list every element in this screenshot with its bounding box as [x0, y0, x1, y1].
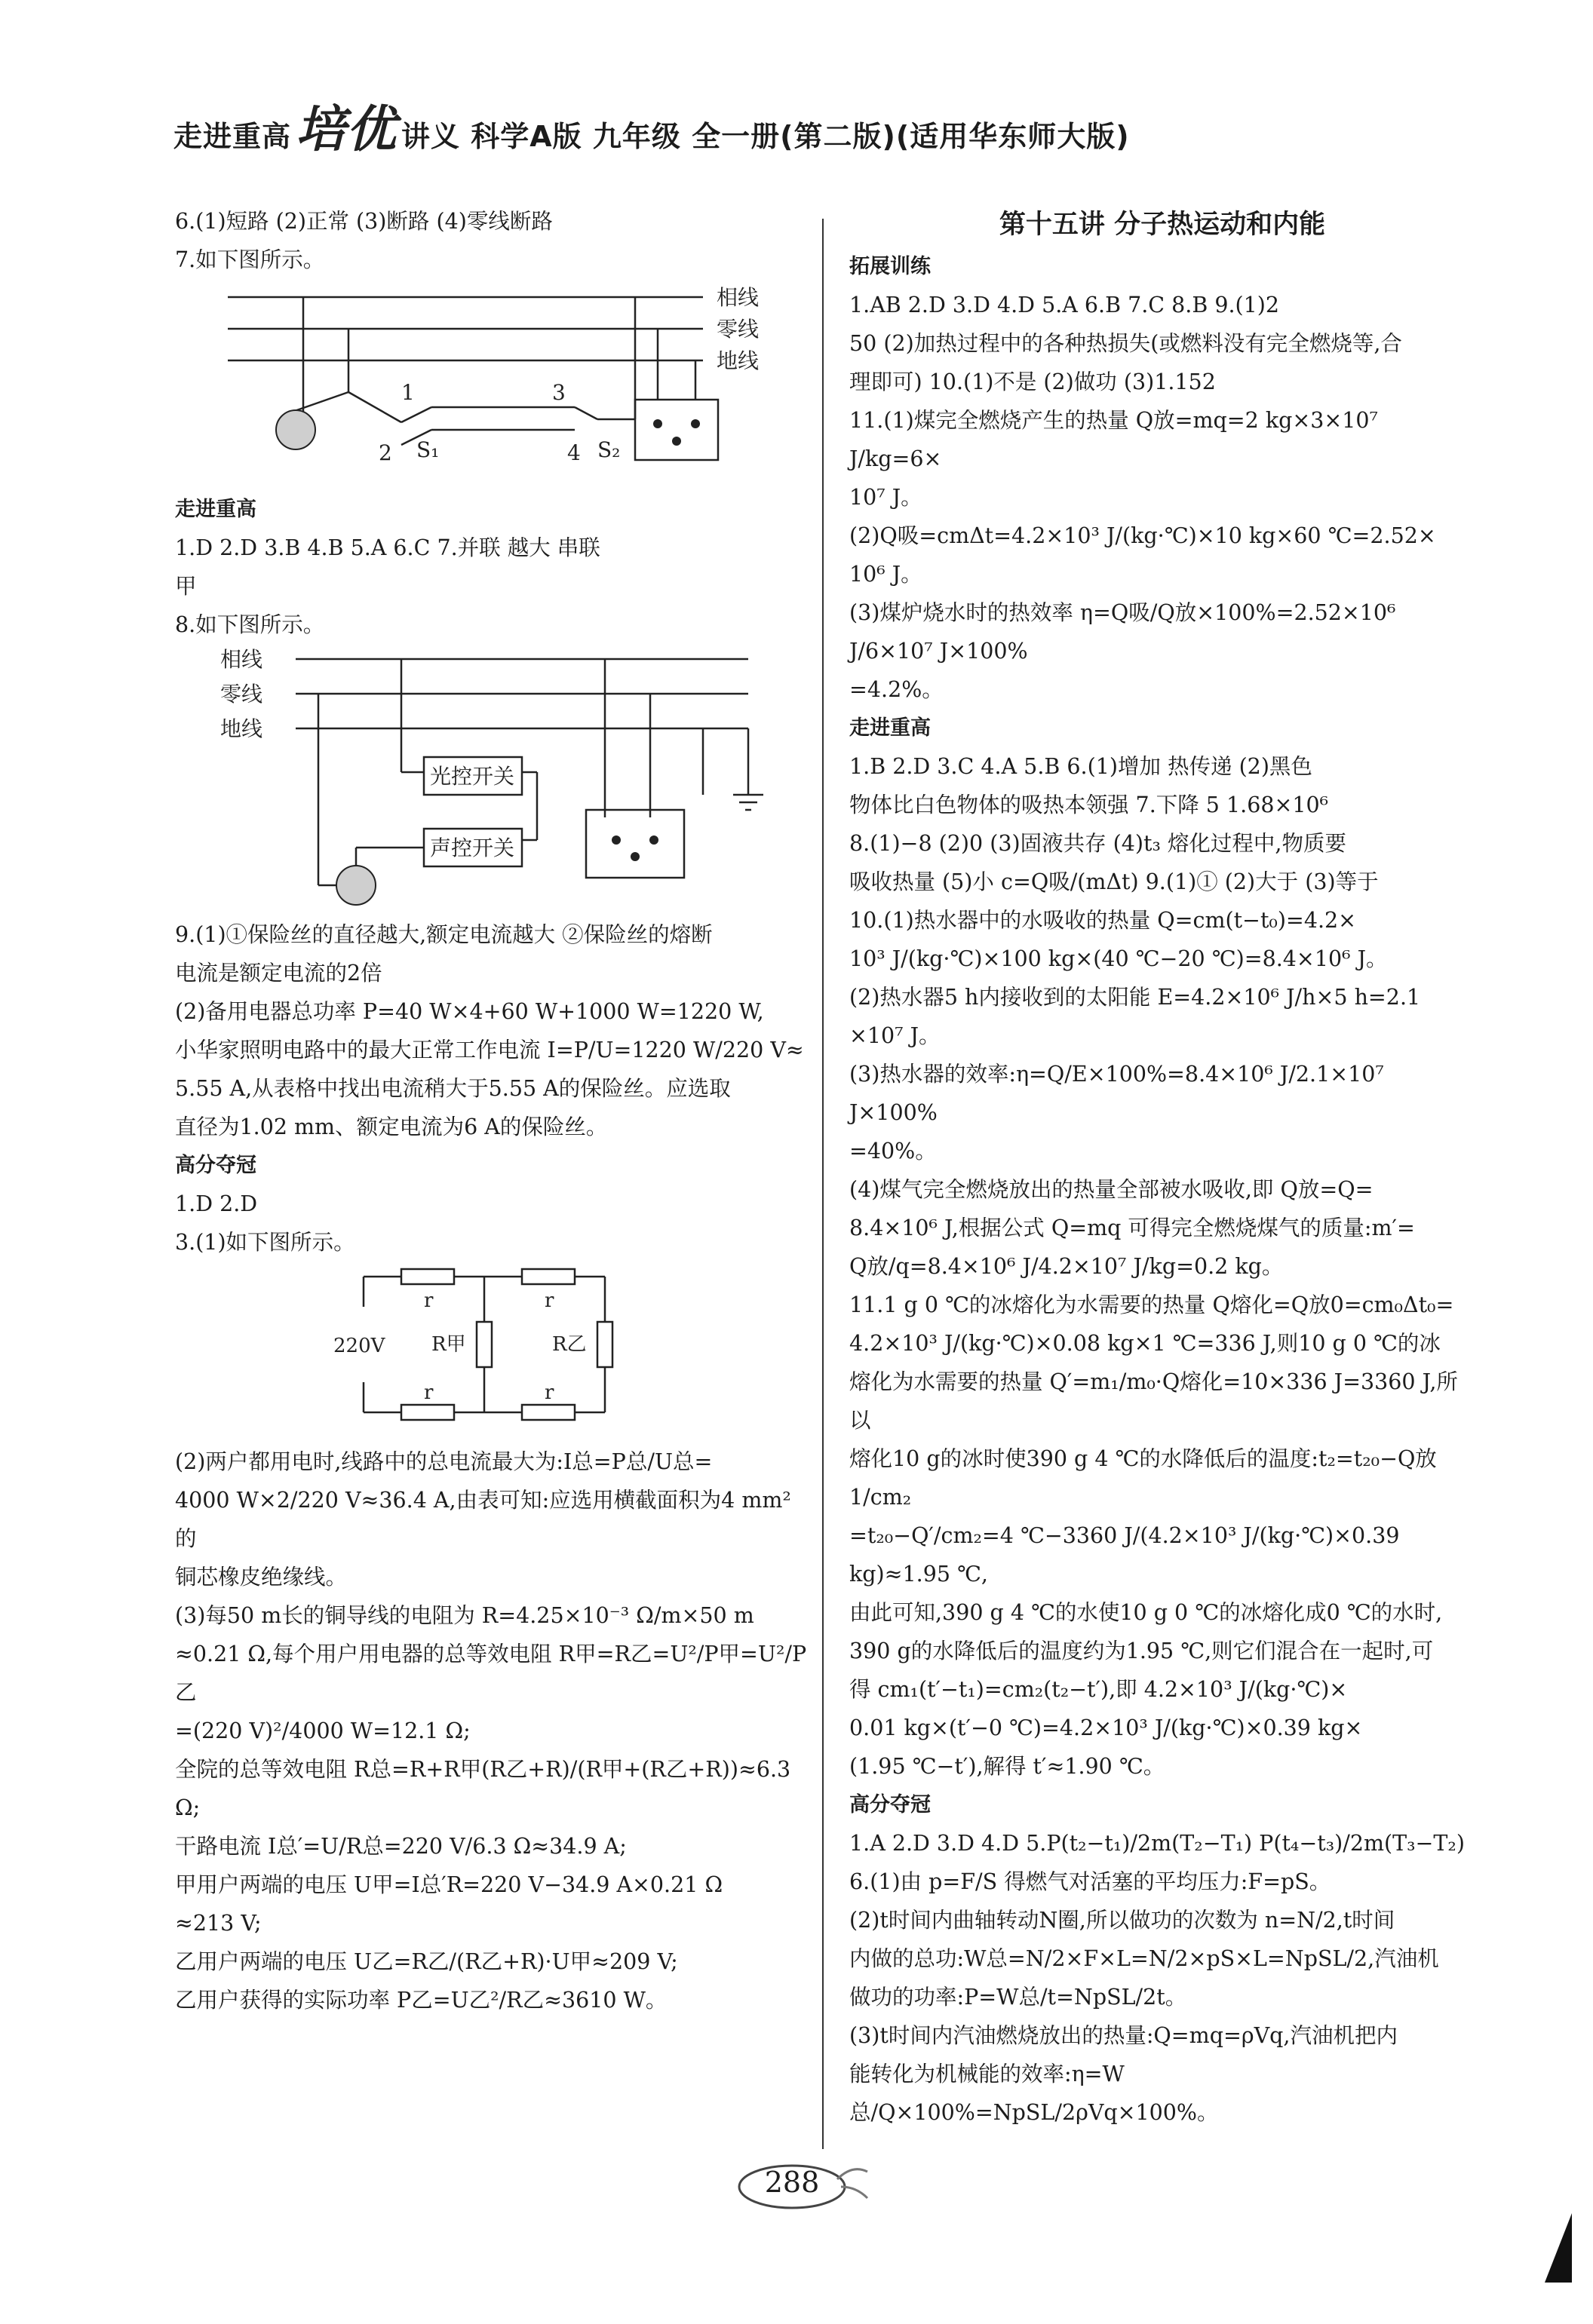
answer-line: 1.D 2.D 3.B 4.B 5.A 6.C 7.并联 越大 串联	[175, 535, 600, 560]
switch-s2-label: S₂	[597, 437, 621, 462]
right-column	[849, 202, 1475, 2132]
header-title-pre: 走进重高	[173, 120, 292, 153]
answer-line: 8.(1)−8 (2)0 (3)固液共存 (4)t₃ 熔化过程中,物质要	[849, 831, 1346, 856]
answer-line: (2)Q吸=cmΔt=4.2×10³ J/(kg·℃)×10 kg×60 ℃=2.52×	[849, 523, 1436, 548]
answer-line: (3)t时间内汽油燃烧放出的热量:Q=mq=ρVq,汽油机把内	[849, 2023, 1398, 2048]
answer-line: 10⁷ J。	[849, 485, 922, 510]
answer-line: 3.(1)如下图所示。	[175, 1230, 355, 1255]
answer-line: 50 (2)加热过程中的各种热损失(或燃料没有完全燃烧等,合	[849, 331, 1402, 356]
answer-line: 铜芯橡皮绝缘线。	[175, 1565, 348, 1590]
answer-line: Q放/q=8.4×10⁶ J/4.2×10⁷ J/kg=0.2 kg。	[849, 1254, 1284, 1279]
circuit-diagram-7	[175, 279, 778, 490]
answer-line: 直径为1.02 mm、额定电流为6 A的保险丝。	[175, 1114, 608, 1139]
answer-line: (2)备用电器总功率 P=40 W×4+60 W+1000 W=1220 W,	[175, 999, 764, 1024]
live-wire-label: 相线	[717, 285, 760, 310]
answer-line: 由此可知,390 g 4 ℃的水使10 g 0 ℃的冰熔化成0 ℃的水时,	[849, 1600, 1443, 1625]
answer-line: 电流是额定电流的2倍	[175, 961, 382, 986]
resistor-r-label: r	[545, 1289, 554, 1312]
answer-line: 8.4×10⁶ J,根据公式 Q=mq 可得完全燃烧煤气的质量:m′=	[849, 1216, 1415, 1240]
answer-line: 物体比白色物体的吸热本领强 7.下降 5 1.68×10⁶	[849, 793, 1329, 817]
terminal-1-label: 1	[401, 380, 415, 405]
resistor-rjia-label: R甲	[431, 1333, 466, 1356]
answer-line: 吸收热量 (5)小 c=Q吸/(mΔt) 9.(1)① (2)大于 (3)等于	[849, 869, 1379, 894]
terminal-3-label: 3	[552, 380, 566, 405]
answer-line: 10³ J/(kg·℃)×100 kg×(40 ℃−20 ℃)=8.4×10⁶ J。	[849, 946, 1388, 971]
switch-s1-label: S₁	[416, 437, 440, 462]
answer-line: =(220 V)²/4000 W=12.1 Ω;	[175, 1718, 471, 1743]
resistor-network-diagram	[175, 1262, 778, 1443]
resistor-ryi-label: R乙	[552, 1333, 587, 1356]
page-header	[173, 89, 1130, 161]
answer-line: 9.(1)①保险丝的直径越大,额定电流越大 ②保险丝的熔断	[175, 922, 713, 947]
terminal-2-label: 2	[379, 440, 392, 465]
answer-line: 4000 W×2/220 V≈36.4 A,由表可知:应选用横截面积为4 mm²的	[175, 1488, 791, 1551]
left-column	[175, 202, 809, 2019]
answer-line: ×10⁷ J。	[849, 1023, 941, 1048]
answer-line: 11.1 g 0 ℃的冰熔化为水需要的热量 Q熔化=Q放0=cm₀Δt₀=	[849, 1292, 1454, 1317]
ground-wire-label: 地线	[220, 716, 263, 741]
answer-line: 6.(1)由 p=F/S 得燃气对活塞的平均压力:F=pS。	[849, 1869, 1331, 1894]
voltage-label: 220V	[333, 1335, 385, 1357]
resistor-r-label: r	[424, 1381, 434, 1404]
light-switch-label: 光控开关	[430, 764, 515, 789]
answer-line: 甲用户两端的电压 U甲=I总′R=220 V−34.9 A×0.21 Ω	[175, 1872, 723, 1897]
resistor-r-label: r	[545, 1381, 554, 1404]
answer-line: 390 g的水降低后的温度约为1.95 ℃,则它们混合在一起时,可	[849, 1639, 1434, 1663]
answer-line: 小华家照明电路中的最大正常工作电流 I=P/U=1220 W/220 V≈	[175, 1038, 804, 1062]
answer-line: 理即可) 10.(1)不是 (2)做功 (3)1.152	[849, 369, 1216, 394]
lecture-title: 第十五讲 分子热运动和内能	[999, 210, 1326, 240]
answer-line: (2)两户都用电时,线路中的总电流最大为:I总=P总/U总=	[175, 1449, 713, 1474]
answer-line: 7.如下图所示。	[175, 247, 325, 272]
answer-line: 5.55 A,从表格中找出电流稍大于5.55 A的保险丝。应选取	[175, 1076, 731, 1101]
header-title-post: 讲义 科学A版 九年级 全一册(第二版)(适用华东师大版)	[401, 120, 1130, 153]
header-title-logo: 培优	[296, 100, 397, 158]
answer-line: 熔化为水需要的热量 Q′=m₁/m₀·Q熔化=10×336 J=3360 J,所以	[849, 1369, 1458, 1433]
answer-line: 乙用户两端的电压 U乙=R乙/(R乙+R)·U甲≈209 V;	[175, 1949, 678, 1974]
live-wire-label: 相线	[220, 647, 263, 672]
sound-switch-label: 声控开关	[430, 835, 515, 860]
answer-line: 干路电流 I总′=U/R总=220 V/6.3 Ω≈34.9 A;	[175, 1834, 627, 1859]
answer-line: ≈0.21 Ω,每个用户用电器的总等效电阻 R甲=R乙=U²/P甲=U²/P乙	[175, 1642, 807, 1705]
answer-line: (3)煤炉烧水时的热效率 η=Q吸/Q放×100%=2.52×10⁶ J/6×10⁷ J×100%	[849, 600, 1396, 664]
section-heading: 走进重高	[849, 716, 931, 740]
answer-line: (2)热水器5 h内接收到的太阳能 E=4.2×10⁶ J/h×5 h=2.1	[849, 985, 1421, 1010]
answer-line: 6.(1)短路 (2)正常 (3)断路 (4)零线断路	[175, 209, 553, 234]
answer-line: 内做的总功:W总=N/2×F×L=N/2×pS×L=NpSL/2,汽油机	[849, 1946, 1439, 1971]
answer-line: 10.(1)热水器中的水吸收的热量 Q=cm(t−t₀)=4.2×	[849, 908, 1357, 933]
answer-line: 0.01 kg×(t′−0 ℃)=4.2×10³ J/(kg·℃)×0.39 kg×	[849, 1715, 1363, 1740]
answer-line: 1.A 2.D 3.D 4.D 5.P(t₂−t₁)/2m(T₂−T₁) P(t₄−t₃)/2m(T₃−T₂)	[849, 1831, 1465, 1856]
answer-line: (3)每50 m长的铜导线的电阻为 R=4.25×10⁻³ Ω/m×50 m	[175, 1603, 754, 1628]
answer-line: (3)热水器的效率:η=Q/E×100%=8.4×10⁶ J/2.1×10⁷ J×100%	[849, 1062, 1384, 1125]
section-heading: 高分夺冠	[175, 1154, 256, 1177]
answer-line: 8.如下图所示。	[175, 612, 325, 637]
answer-line: 4.2×10³ J/(kg·℃)×0.08 kg×1 ℃=336 J,则10 g 0 ℃的冰	[849, 1331, 1441, 1356]
section-heading: 走进重高	[175, 498, 256, 521]
section-heading: 拓展训练	[849, 255, 931, 278]
answer-line: (2)t时间内曲轴转动N圈,所以做功的次数为 n=N/2,t时间	[849, 1908, 1395, 1933]
answer-line: 甲	[175, 574, 197, 599]
answer-line: (1.95 ℃−t′),解得 t′≈1.90 ℃。	[849, 1754, 1165, 1779]
answer-line: 熔化10 g的冰时使390 g 4 ℃的水降低后的温度:t₂=t₂₀−Q放1/cm₂	[849, 1446, 1437, 1510]
answer-line: 11.(1)煤完全燃烧产生的热量 Q放=mq=2 kg×3×10⁷ J/kg=6×	[849, 408, 1378, 471]
corner-mark	[1545, 2213, 1572, 2283]
ground-wire-label: 地线	[717, 348, 760, 373]
answer-line: 全院的总等效电阻 R总=R+R甲(R乙+R)/(R甲+(R乙+R))≈6.3 Ω;	[175, 1757, 791, 1820]
answer-line: 能转化为机械能的效率:η=W总/Q×100%=NpSL/2ρVq×100%。	[849, 2062, 1219, 2125]
terminal-4-label: 4	[567, 440, 581, 465]
answer-line: =4.2%。	[849, 677, 944, 702]
answer-line: (4)煤气完全燃烧放出的热量全部被水吸收,即 Q放=Q=	[849, 1177, 1374, 1202]
page-number: 288	[764, 2166, 820, 2199]
resistor-r-label: r	[424, 1289, 434, 1312]
answer-line: 1.D 2.D	[175, 1191, 258, 1216]
neutral-wire-label: 零线	[220, 682, 263, 707]
answer-line: 做功的功率:P=W总/t=NpSL/2t。	[849, 1985, 1187, 2010]
answer-line: ≈213 V;	[175, 1911, 262, 1936]
answer-line: =t₂₀−Q′/cm₂=4 ℃−3360 J/(4.2×10³ J/(kg·℃)×0.39 kg)≈1.95 ℃,	[849, 1523, 1400, 1587]
column-divider	[822, 219, 824, 2149]
answer-line: =40%。	[849, 1139, 937, 1164]
answer-line: 1.AB 2.D 3.D 4.D 5.A 6.B 7.C 8.B 9.(1)2	[849, 293, 1280, 317]
answer-line: 10⁶ J。	[849, 562, 922, 587]
answer-line: 1.B 2.D 3.C 4.A 5.B 6.(1)增加 热传递 (2)黑色	[849, 754, 1312, 779]
answer-line: 乙用户获得的实际功率 P乙=U乙²/R乙≈3610 W。	[175, 1988, 668, 2013]
neutral-wire-label: 零线	[717, 317, 760, 342]
answer-line: 得 cm₁(t′−t₁)=cm₂(t₂−t′),即 4.2×10³ J/(kg·℃)×	[849, 1677, 1348, 1702]
circuit-diagram-8	[175, 644, 778, 915]
section-heading: 高分夺冠	[849, 1793, 931, 1817]
